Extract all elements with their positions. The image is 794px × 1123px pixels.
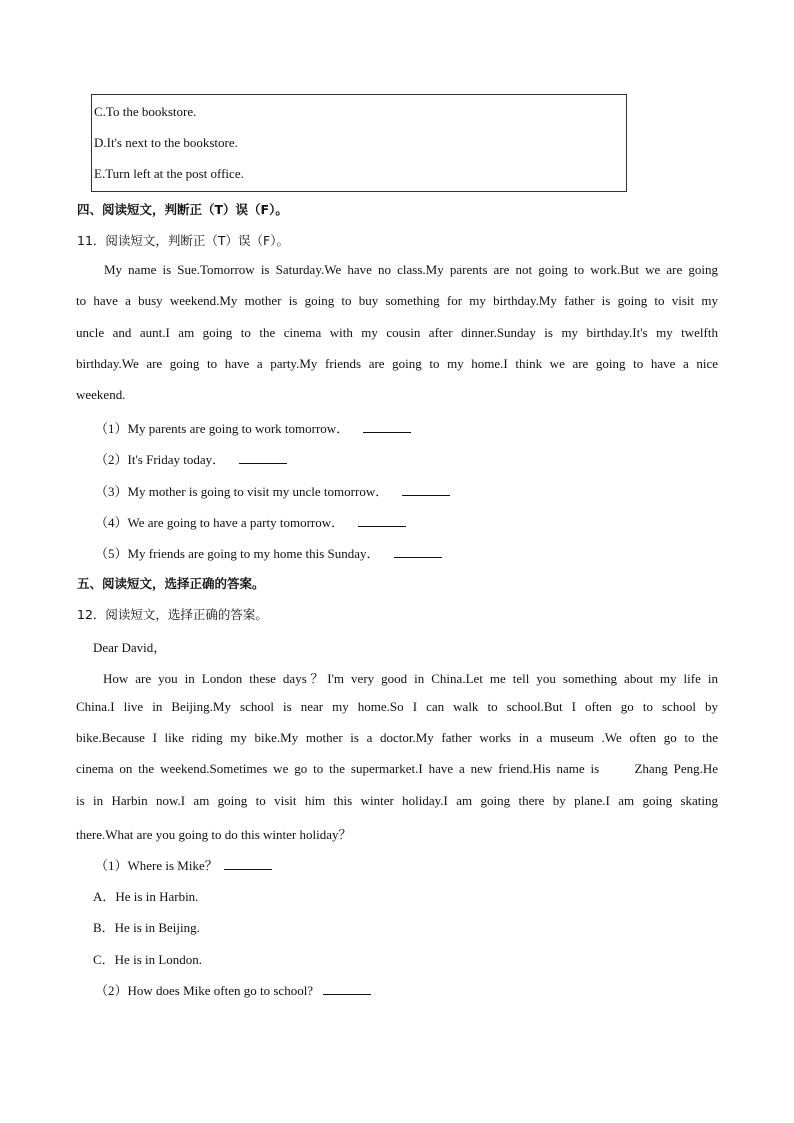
answer-blank[interactable]	[363, 420, 411, 433]
answer-blank[interactable]	[224, 857, 272, 870]
passage-2-line-3: bike.Because I like riding my bike.My mother is a doctor.My father works in a museum .We often go to the	[76, 730, 718, 745]
passage-2-line-5: is in Harbin now.I am going to visit him this winter holiday.I am going there by plane.I am going skating	[76, 793, 718, 808]
option-d: D.It's next to the bookstore.	[94, 135, 238, 150]
passage-2-line-1: How are you in London these days？I'm very good in China.Let me tell you something about my life in	[103, 671, 718, 686]
choice-b: B．He is in Beijing.	[93, 920, 200, 935]
statement-text: （3）My mother is going to visit my uncle tomorrow．	[95, 484, 389, 499]
passage-1-line-3: uncle and aunt.I am going to the cinema with my cousin after dinner.Sunday is my birthday.It's my twelfth	[76, 325, 718, 340]
answer-blank[interactable]	[402, 483, 450, 496]
question-12-label: 12．阅读短文，选择正确的答案。	[77, 607, 268, 622]
passage-1-line-5: weekend.	[76, 387, 126, 402]
passage-1-line-4: birthday.We are going to have a party.My friends are going to my home.I think we are going to have a nice	[76, 356, 718, 371]
answer-blank[interactable]	[358, 514, 406, 527]
passage-1-line-1: My name is Sue.Tomorrow is Saturday.We have no class.My parents are not going to work.But we are going	[104, 262, 718, 277]
answer-options-box	[91, 94, 627, 192]
statement-4	[95, 512, 406, 531]
statement-text: （1）My parents are going to work tomorrow．	[95, 421, 350, 436]
question-text: （2）How does Mike often go to school?	[95, 983, 314, 998]
option-c: C.To the bookstore.	[94, 104, 197, 119]
option-e: E.Turn left at the post office.	[94, 166, 244, 181]
statement-3	[95, 481, 450, 500]
letter-salutation: Dear David，	[93, 640, 167, 655]
statement-text: （2）It's Friday today．	[95, 452, 226, 467]
choice-c: C．He is in London.	[93, 952, 203, 967]
statement-text: （4）We are going to have a party tomorrow．	[95, 515, 345, 530]
answer-blank[interactable]	[239, 451, 287, 464]
answer-blank[interactable]	[394, 545, 442, 558]
question-text: （1）Where is Mike？	[95, 858, 218, 873]
passage-2-line-6: there.What are you going to do this winter holiday？	[76, 827, 352, 842]
statement-text: （5）My friends are going to my home this Sunday．	[95, 546, 380, 561]
passage-2-line-2: China.I live in Beijing.My school is near my home.So I can walk to school.But I often go to school by	[76, 699, 718, 714]
question-12-2	[95, 980, 371, 999]
section-5-heading: 五、阅读短文，选择正确的答案。	[77, 576, 265, 591]
choice-a: A．He is in Harbin.	[93, 889, 199, 904]
statement-5	[95, 543, 442, 562]
answer-blank[interactable]	[323, 982, 371, 995]
statement-2	[95, 449, 287, 468]
section-4-heading: 四、阅读短文，判断正（T）误（F）。	[77, 202, 288, 217]
passage-1-line-2: to have a busy weekend.My mother is going to buy something for my birthday.My father is going to visit my	[76, 293, 718, 308]
question-11-label: 11．阅读短文，判断正（T）误（F）。	[77, 233, 289, 248]
passage-2-line-4: cinema on the weekend.Sometimes we go to the supermarket.I have a new friend.His name is Zhang Peng.He	[76, 761, 718, 776]
statement-1	[95, 418, 411, 437]
question-12-1	[95, 855, 272, 874]
